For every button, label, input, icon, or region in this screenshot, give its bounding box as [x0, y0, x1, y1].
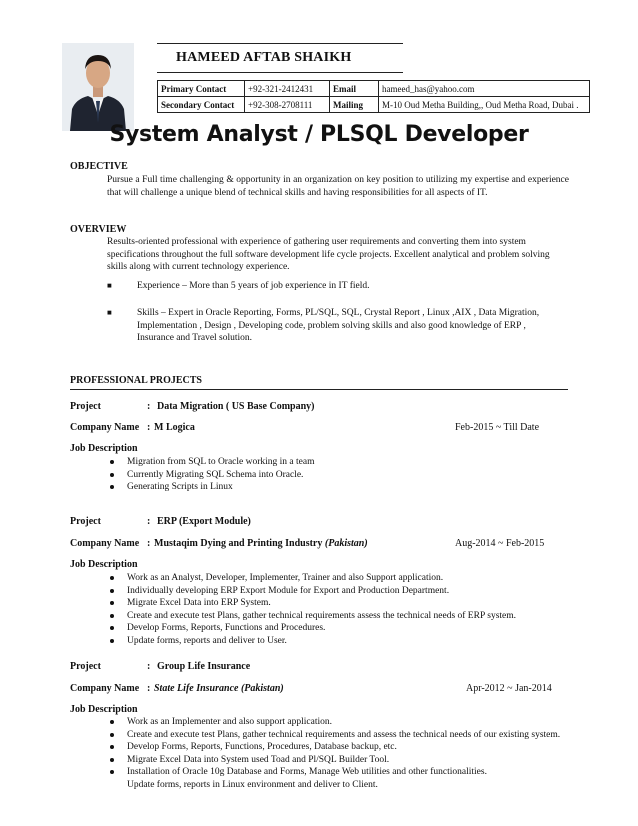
project-2-name: ERP (Export Module): [157, 516, 251, 527]
list-item: Develop Forms, Reports, Functions, Procedures, Database backup, etc.: [107, 741, 567, 754]
list-item: Create and execute test Plans, gather technical requirements assess the technical needs of ERP system.: [107, 610, 567, 623]
company-3-name: State Life Insurance (Pakistan): [154, 683, 284, 694]
bullet-dot: [110, 626, 114, 630]
bullet-dot: [110, 576, 114, 580]
job-description-1-label: Job Description: [70, 443, 138, 454]
contact-row-secondary: [158, 97, 590, 113]
contact-table: [157, 80, 590, 113]
list-item: Generating Scripts in Linux: [107, 481, 567, 494]
project-3-label: Project: [70, 661, 101, 672]
project-2-duties: [107, 572, 567, 647]
project-1-label: Project: [70, 401, 101, 412]
project-3-colon: :: [147, 661, 151, 672]
email-value[interactable]: hameed_has@yahoo.com: [379, 81, 590, 97]
company-1-name: M Logica: [154, 422, 195, 433]
company-2-colon: :: [147, 538, 151, 549]
list-item: Work as an Implementer and also support application.: [107, 716, 567, 729]
objective-text: Pursue a Full time challenging & opportunity in an organization on key position to utilizing my expertise and experience that will challenge a unique blend of technical skills and having responsibilities for all aspects of IT.: [107, 175, 569, 198]
company-3-colon: :: [147, 683, 151, 694]
list-item: Currently Migrating SQL Schema into Oracle.: [107, 469, 567, 482]
company-3-label: Company Name: [70, 683, 140, 694]
company-2-label: Company Name: [70, 538, 140, 549]
mailing-label: Mailing: [330, 97, 379, 113]
bullet-dot: [110, 758, 114, 762]
list-item: Migrate Excel Data into System used Toad and Pl/SQL Builder Tool.: [107, 754, 567, 767]
overview-bullet-experience: Experience – More than 5 years of job experience in IT field.: [137, 281, 370, 291]
bullet-dot: [110, 745, 114, 749]
bullet-dot: [110, 460, 114, 464]
company-1-colon: :: [147, 422, 151, 433]
overview-heading: OVERVIEW: [70, 224, 127, 235]
bullet-dot: [110, 589, 114, 593]
project-2-dates: Aug-2014 ~ Feb-2015: [455, 538, 545, 549]
company-1-label: Company Name: [70, 422, 140, 433]
list-item: Work as an Analyst, Developer, Implementer, Trainer and also Support application.: [107, 572, 567, 585]
secondary-contact-value: +92-308-2708111: [245, 97, 330, 113]
secondary-contact-label: Secondary Contact: [158, 97, 245, 113]
bullet-dot: [110, 770, 114, 774]
project-3-dates: Apr-2012 ~ Jan-2014: [466, 683, 552, 694]
project-2-colon: :: [147, 516, 151, 527]
primary-contact-label: Primary Contact: [158, 81, 245, 97]
list-item: Migration from SQL to Oracle working in a team: [107, 456, 567, 469]
mailing-value: M-10 Oud Metha Building,, Oud Metha Road, Dubai .: [379, 97, 590, 113]
project-1-colon: :: [147, 401, 151, 412]
projects-rule: [70, 389, 568, 390]
list-item: Installation of Oracle 10g Database and Forms, Manage Web utilities and other functionalities.: [107, 766, 567, 779]
bullet-dot: [110, 614, 114, 618]
list-item: Develop Forms, Reports, Functions and Procedures.: [107, 622, 567, 635]
list-item-continuation: Update forms, reports in Linux environment and deliver to Client.: [127, 779, 378, 790]
list-item: Migrate Excel Data into ERP System.: [107, 597, 567, 610]
overview-bullet-skills: Skills – Expert in Oracle Reporting, Forms, PL/SQL, SQL, Crystal Report , Linux ,AIX , Data Migration, Implementation , Design , Developing code, problem solving skills and also good knowledge of ERP , Insurance and Travel solution.: [137, 308, 540, 343]
objective-heading: OBJECTIVE: [70, 161, 128, 172]
job-description-2-label: Job Description: [70, 559, 138, 570]
project-3-name: Group Life Insurance: [157, 661, 251, 672]
profile-photo: [62, 43, 134, 131]
project-1-dates: Feb-2015 ~ Till Date: [455, 422, 540, 433]
project-1-name: Data Migration ( US Base Company): [157, 401, 315, 412]
bullet-dot: [110, 720, 114, 724]
name-top-rule: [157, 43, 403, 44]
job-description-3-label: Job Description: [70, 704, 138, 715]
list-item: Individually developing ERP Export Module for Export and Production Department.: [107, 585, 567, 598]
contact-row-primary: [158, 81, 590, 97]
project-1-duties: [107, 456, 567, 494]
project-2-label: Project: [70, 516, 101, 527]
bullet-dot: [110, 733, 114, 737]
profile-photo-illustration: [62, 43, 134, 131]
job-title-headline: System Analyst / PLSQL Developer: [109, 122, 529, 147]
list-item: Update forms, reports and deliver to User.: [107, 635, 567, 648]
list-item: Create and execute test Plans, gather technical requirements and assess the technical needs of our existing system.: [107, 729, 567, 742]
overview-bullet-marker-2: ■: [107, 308, 112, 317]
overview-bullet-marker-1: ■: [107, 281, 112, 290]
project-3-duties: [107, 716, 567, 791]
overview-text: Results-oriented professional with experience of gathering user requirements and converting them into system specifications throughout the full software development life cycle projects. Excellent analytical and problem solving skills along with current technology experience.: [107, 237, 550, 272]
company-2-name: Mustaqim Dying and Printing Industry (Pakistan): [154, 538, 368, 549]
bullet-dot: [110, 639, 114, 643]
name-bottom-rule: [157, 72, 403, 73]
candidate-name: HAMEED AFTAB SHAIKH: [176, 50, 352, 65]
company-2-country: (Pakistan): [324, 538, 368, 549]
bullet-dot: [110, 473, 114, 477]
email-label: Email: [330, 81, 379, 97]
bullet-dot: [110, 485, 114, 489]
projects-heading: PROFESSIONAL PROJECTS: [70, 375, 202, 386]
bullet-dot: [110, 601, 114, 605]
primary-contact-value: +92-321-2412431: [245, 81, 330, 97]
